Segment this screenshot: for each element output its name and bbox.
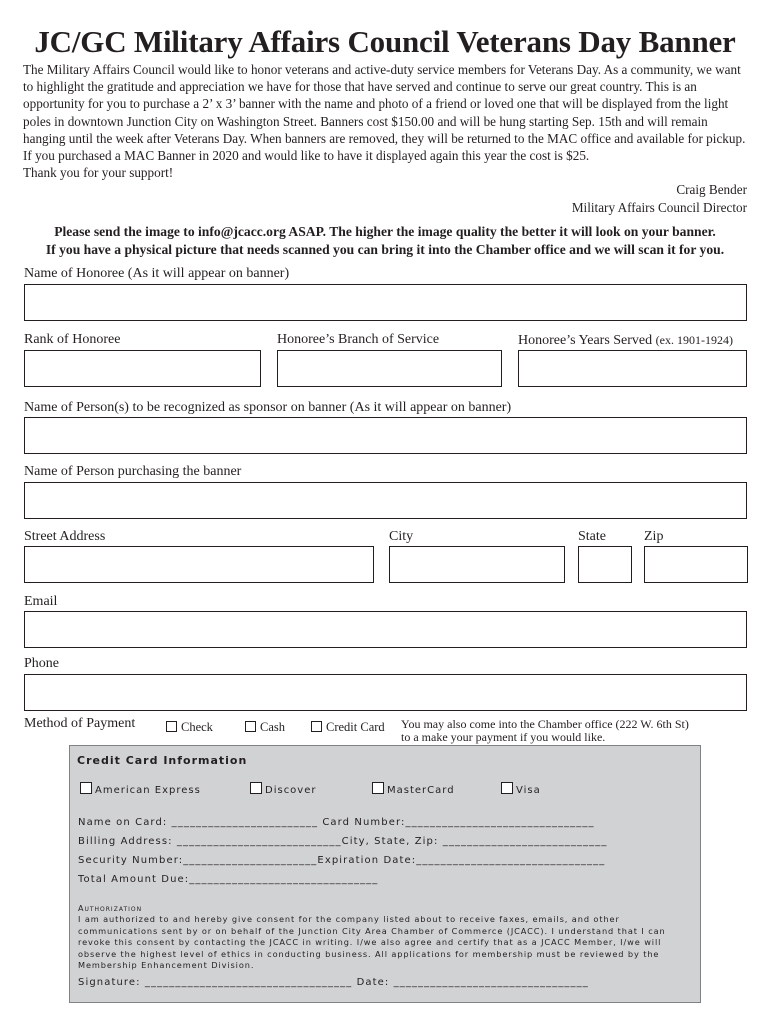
- credit-card-panel: [69, 745, 701, 1003]
- payment-credit-card[interactable]: [311, 720, 385, 735]
- intro-paragraph: The Military Affairs Council would like to honor veterans and active-duty service members for Veterans Day. As a community, we want to highlight the gratitude and appreciation we have for those that have served and continue to serve our great country. This is an opportunity for you to purchase a 2’ x 3’ banner with the name and photo of a friend or loved one that will be displayed from the light poles in downtown Junction City on Washington Street. Banners cost $150.00 and will be hung starting Sep. 15th and will remain hanging until the week after Veterans Day. When banners are removed, they will be returned to the MAC office and available for pickup. If you purchased a MAC Banner in 2020 and would like to have it displayed again this year the cost is $25.: [23, 62, 746, 164]
- state-field[interactable]: [578, 546, 632, 583]
- total-amount-line[interactable]: Total Amount Due:_______________________________: [78, 874, 379, 885]
- honoree-name-field[interactable]: [24, 284, 747, 321]
- credit-card-title: Credit Card Information: [77, 754, 248, 767]
- mastercard-label: MasterCard: [387, 785, 455, 796]
- scan-notice: If you have a physical picture that needs scanned you can bring it into the Chamber office and we will scan it for you.: [45, 242, 725, 257]
- purchaser-label: Name of Person purchasing the banner: [24, 464, 242, 479]
- honoree-name-label: Name of Honoree (As it will appear on banner): [24, 266, 290, 281]
- card-mastercard[interactable]: [372, 782, 455, 796]
- billing-address-line[interactable]: Billing Address: ___________________________City, State, Zip: ___________________________: [78, 836, 608, 847]
- discover-checkbox[interactable]: [250, 782, 262, 794]
- image-notice: Please send the image to info@jcacc.org ASAP. The higher the image quality the better it will look on your banner.: [54, 224, 716, 239]
- signature-name: Craig Bender: [676, 182, 747, 197]
- card-visa[interactable]: [501, 782, 541, 796]
- branch-label: Honoree’s Branch of Service: [277, 332, 440, 347]
- street-label: Street Address: [24, 529, 106, 544]
- visa-checkbox[interactable]: [501, 782, 513, 794]
- cash-label: Cash: [260, 720, 285, 734]
- zip-field[interactable]: [644, 546, 748, 583]
- payment-note-line-2: to a make your payment if you would like.: [401, 729, 606, 744]
- phone-field[interactable]: [24, 674, 747, 711]
- security-expiration-line[interactable]: Security Number:______________________Expiration Date:_______________________________: [78, 855, 606, 866]
- rank-field[interactable]: [24, 350, 261, 387]
- email-field[interactable]: [24, 611, 747, 648]
- sponsor-field[interactable]: [24, 417, 747, 454]
- payment-cash[interactable]: [245, 720, 285, 735]
- check-label: Check: [181, 720, 213, 734]
- purchaser-field[interactable]: [24, 482, 747, 519]
- cash-checkbox[interactable]: [245, 721, 256, 732]
- rank-label: Rank of Honoree: [24, 332, 121, 347]
- credit-card-label: Credit Card: [326, 720, 385, 734]
- email-label: Email: [24, 594, 58, 609]
- years-label: [518, 331, 733, 350]
- state-label: State: [578, 529, 606, 544]
- visa-label: Visa: [516, 785, 541, 796]
- years-example: (ex. 1901-1924): [655, 333, 733, 347]
- signature-date-line[interactable]: Signature: __________________________________ Date: ________________________________: [78, 977, 589, 988]
- signature-title: Military Affairs Council Director: [571, 200, 747, 215]
- years-label-text: Honoree’s Years Served: [518, 333, 653, 348]
- city-field[interactable]: [389, 546, 565, 583]
- street-field[interactable]: [24, 546, 374, 583]
- authorization-text: I am authorized to and hereby give consent for the company listed about to receive faxes, emails, and other communications sent by or on behalf of the Junction City Area Chamber of Commerce (JCACC). I understand that I can revoke this consent by contacting the JCACC in writing. I/we also agree and certify that as a JCACC Member, I/we will observe the highest level of ethics in conducting business. All applications for membership must be reviewed by the Membership Enhancement Division.: [78, 914, 666, 971]
- sponsor-label: Name of Person(s) to be recognized as sponsor on banner (As it will appear on banner): [24, 400, 512, 415]
- branch-field[interactable]: [277, 350, 502, 387]
- phone-label: Phone: [24, 656, 59, 671]
- city-label: City: [389, 529, 414, 544]
- amex-checkbox[interactable]: [80, 782, 92, 794]
- discover-label: Discover: [265, 785, 317, 796]
- check-checkbox[interactable]: [166, 721, 177, 732]
- payment-check[interactable]: [166, 720, 213, 735]
- amex-label: American Express: [95, 785, 201, 796]
- payment-label: Method of Payment: [24, 716, 136, 731]
- page-title: JC/GC Military Affairs Council Veterans Day Banner: [34, 24, 736, 59]
- intro-text: [23, 61, 749, 181]
- card-discover[interactable]: [250, 782, 317, 796]
- mastercard-checkbox[interactable]: [372, 782, 384, 794]
- name-card-number-line[interactable]: Name on Card: ________________________ Card Number:_______________________________: [78, 817, 595, 828]
- authorization-heading: Authorization: [78, 904, 143, 913]
- zip-label: Zip: [644, 529, 664, 544]
- payment-note: [401, 718, 721, 743]
- payment-note-line-1: You may also come into the Chamber office (222 W. 6th St): [401, 717, 689, 731]
- years-field[interactable]: [518, 350, 747, 387]
- card-amex[interactable]: [80, 782, 201, 796]
- thanks-text: Thank you for your support!: [23, 165, 174, 181]
- credit-card-checkbox[interactable]: [311, 721, 322, 732]
